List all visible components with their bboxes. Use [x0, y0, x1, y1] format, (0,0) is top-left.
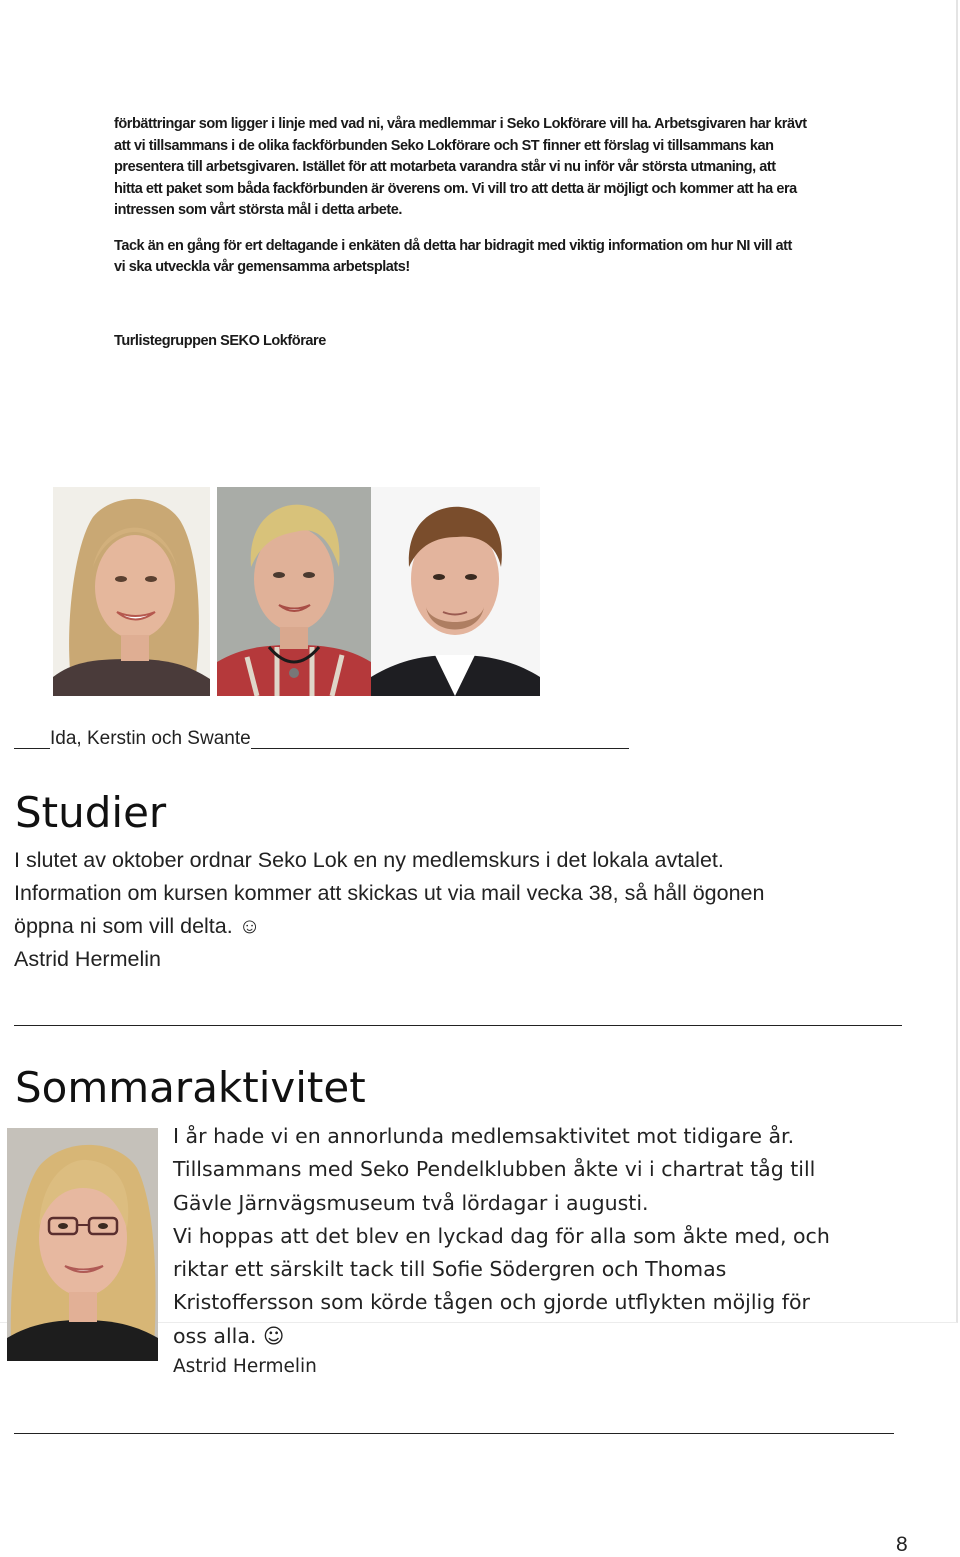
- studier-signature: Astrid Hermelin: [14, 947, 161, 971]
- sommaraktivitet-line: oss alla. ☺: [173, 1323, 285, 1348]
- sommaraktivitet-line: Tillsammans med Seko Pendelklubben åkte vi i chartrat tåg till: [173, 1157, 816, 1182]
- letter-signature: Turlistegruppen SEKO Lokförare: [114, 332, 326, 349]
- page-number: 8: [896, 1533, 908, 1556]
- caption-leading-underline: [14, 727, 50, 749]
- portrait-photo-swante: [371, 487, 540, 696]
- sommaraktivitet-heading: Sommaraktivitet: [15, 1063, 366, 1112]
- portrait-photo-ida: [53, 487, 210, 696]
- scanned-letter: [114, 114, 854, 352]
- sommaraktivitet-line: Vi hoppas att det blev en lyckad dag för alla som åkte med, och: [173, 1223, 830, 1248]
- studier-body: [14, 844, 764, 976]
- letter-paragraph-1: förbättringar som ligger i linje med vad ni, våra medlemmar i Seko Lokförare vill ha. Arbetsgivaren har krävt att vi tillsammans i de olika fackförbunden Seko Lokförare och ST finner ett förslag vi tillsammans kan presentera till arbetsgivaren. Istället för att motarbeta varandra står vi nu inför vår största utmaning, att hitta ett paket som båda fackförbunden är överens om. Vi vill tro att detta är möjligt och kommer att ha era intressen som vårt största mål i detta arbete.: [114, 116, 807, 218]
- section-divider: [14, 1025, 902, 1026]
- photos-caption: [14, 727, 629, 749]
- caption-names: Ida, Kerstin och Swante: [50, 728, 251, 749]
- sommaraktivitet-signature: Astrid Hermelin: [173, 1356, 317, 1378]
- caption-trailing-underline: [251, 727, 629, 749]
- sommaraktivitet-body: [173, 1120, 913, 1381]
- studier-line: I slutet av oktober ordnar Seko Lok en ny medlemskurs i det lokala avtalet.: [14, 848, 724, 872]
- portrait-photo-kerstin: [217, 487, 371, 696]
- sommaraktivitet-line: Gävle Järnvägsmuseum två lördagar i augusti.: [173, 1190, 649, 1215]
- sommaraktivitet-line: riktar ett särskilt tack till Sofie Södergren och Thomas: [173, 1257, 727, 1282]
- studier-line: Information om kursen kommer att skickas ut via mail vecka 38, så håll ögonen: [14, 881, 765, 905]
- section-divider-bottom: [14, 1433, 894, 1434]
- studier-line: öppna ni som vill delta. ☺: [14, 914, 261, 938]
- portrait-photo-astrid: [7, 1128, 158, 1361]
- sommaraktivitet-line: I år hade vi en annorlunda medlemsaktivitet mot tidigare år.: [173, 1124, 795, 1148]
- letter-paragraph-2: Tack än en gång för ert deltagande i enkäten då detta har bidragit med viktig information om hur NI vill att vi ska utveckla vår gemensamma arbetsplats!: [114, 237, 792, 275]
- sommaraktivitet-line: Kristoffersson som körde tågen och gjorde utflykten möjlig för: [173, 1290, 810, 1315]
- studier-heading: Studier: [15, 788, 167, 837]
